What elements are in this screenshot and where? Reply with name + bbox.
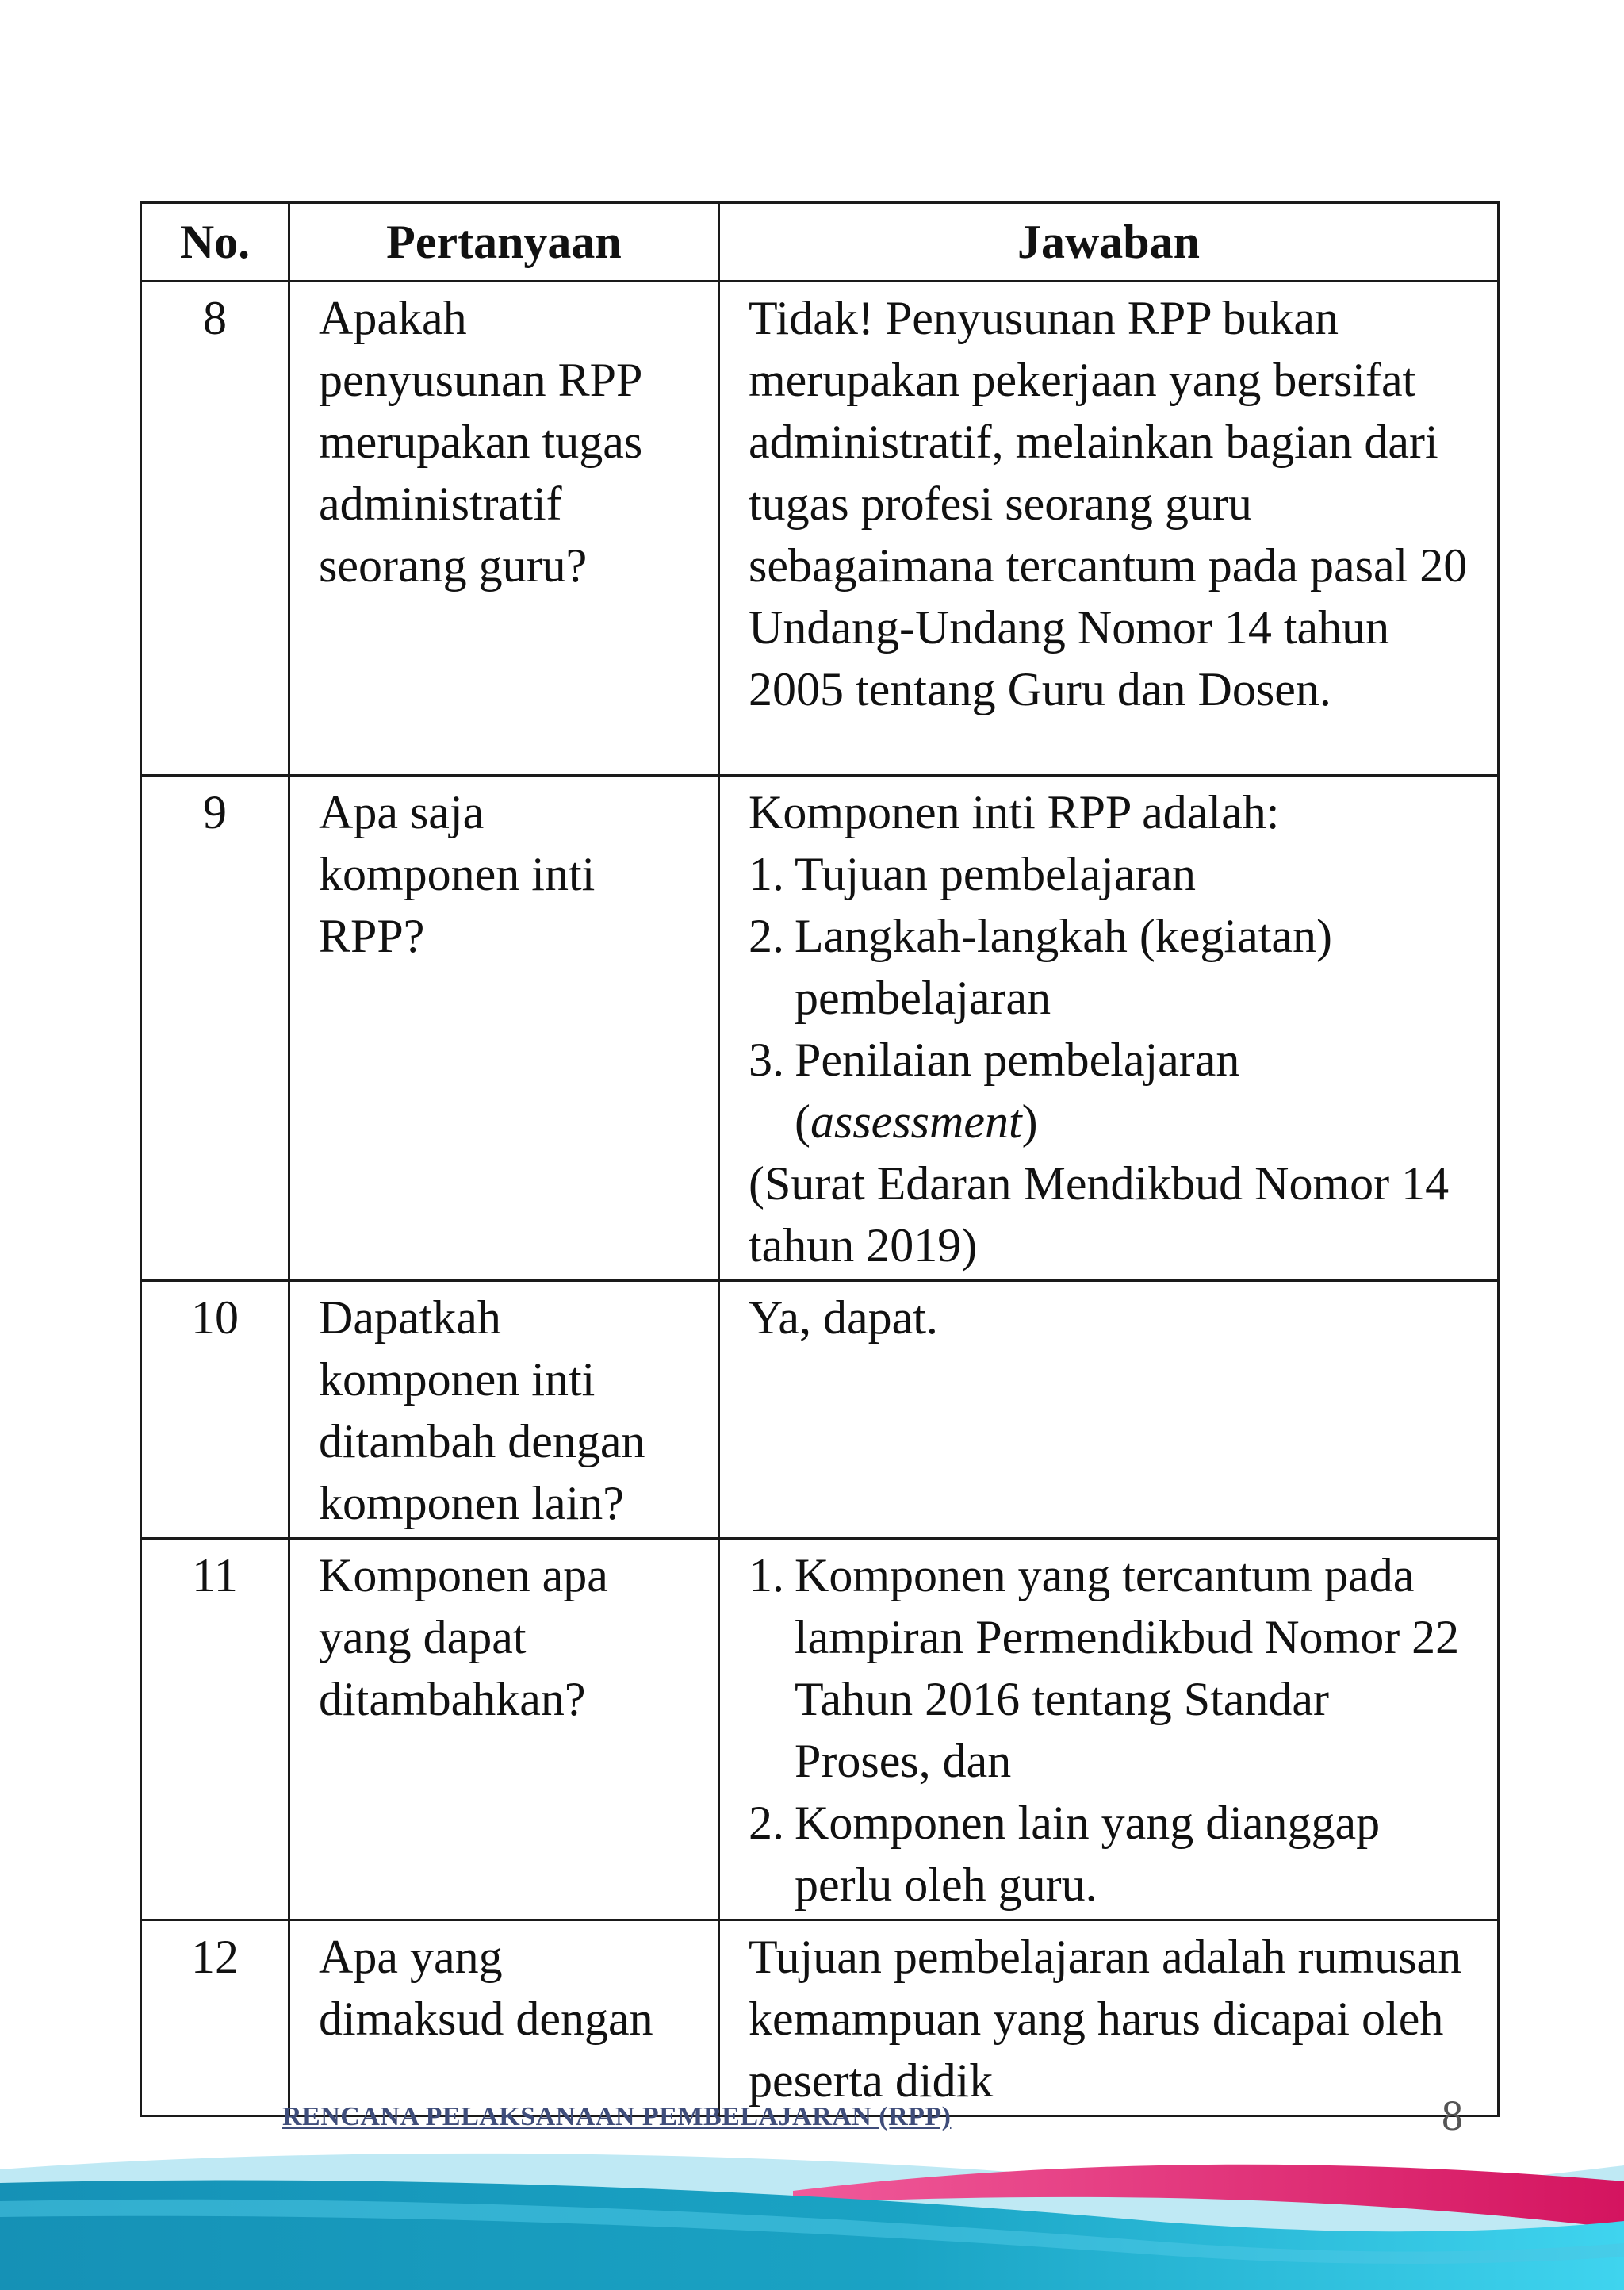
list-item bbox=[749, 843, 1472, 905]
list-item bbox=[749, 1792, 1472, 1916]
question-cell: Apa saja komponen inti RPP? bbox=[289, 776, 719, 1281]
row-number: 9 bbox=[141, 776, 289, 1281]
answer-cell: Tujuan pembelajaran adalah rumusan kemampuan yang harus dicapai oleh peserta didik bbox=[719, 1920, 1499, 2116]
answer-note: (Surat Edaran Mendikbud Nomor 14 tahun 2019) bbox=[749, 1157, 1450, 1272]
question-cell: Apakah penyusunan RPP merupakan tugas administratif seorang guru? bbox=[289, 282, 719, 776]
row-number: 8 bbox=[141, 282, 289, 776]
list-number: 2. bbox=[749, 910, 784, 962]
header-question: Pertanyaan bbox=[289, 203, 719, 282]
answer-cell: Tidak! Penyusunan RPP bukan merupakan pekerjaan yang bersifat administratif, melainkan bagian dari tugas profesi seorang guru sebagaimana tercantum pada pasal 20 Undang-Undang Nomor 14 tahun 2005 tentang Guru dan Dosen. bbox=[719, 282, 1499, 776]
answer-cell bbox=[719, 776, 1499, 1281]
list-text: Tujuan pembelajaran bbox=[795, 848, 1196, 900]
answer-intro: Komponen inti RPP adalah: bbox=[749, 786, 1280, 838]
row-number: 10 bbox=[141, 1281, 289, 1539]
list-text: Komponen yang tercantum pada lampiran Permendikbud Nomor 22 Tahun 2016 tentang Standar Proses, dan bbox=[795, 1549, 1460, 1787]
list-number: 3. bbox=[749, 1034, 784, 1086]
row-number: 11 bbox=[141, 1539, 289, 1920]
answer-list bbox=[749, 1544, 1472, 1916]
list-item bbox=[749, 1029, 1472, 1153]
list-number: 1. bbox=[749, 1549, 784, 1601]
paren-open: ( bbox=[795, 1095, 810, 1148]
qa-table bbox=[140, 201, 1500, 2117]
answer-cell bbox=[719, 1539, 1499, 1920]
header-no: No. bbox=[141, 203, 289, 282]
table-row bbox=[141, 1539, 1499, 1920]
list-item bbox=[749, 905, 1472, 1029]
answer-cell: Ya, dapat. bbox=[719, 1281, 1499, 1539]
question-cell: Apa yang dimaksud dengan bbox=[289, 1920, 719, 2116]
footer-title: RENCANA PELAKSANAAN PEMBELAJARAN (RPP) bbox=[282, 2102, 952, 2131]
paren-close: ) bbox=[1021, 1095, 1038, 1148]
table-row bbox=[141, 776, 1499, 1281]
table-row bbox=[141, 1920, 1499, 2116]
row-number: 12 bbox=[141, 1920, 289, 2116]
table-header-row bbox=[141, 203, 1499, 282]
list-number: 2. bbox=[749, 1797, 784, 1849]
list-number: 1. bbox=[749, 848, 784, 900]
list-text: Komponen lain yang dianggap perlu oleh guru. bbox=[795, 1797, 1381, 1911]
italic-term: assessment bbox=[810, 1095, 1022, 1148]
header-answer: Jawaban bbox=[719, 203, 1499, 282]
page-number: 8 bbox=[1442, 2092, 1463, 2139]
list-text: Penilaian pembelajaran bbox=[795, 1034, 1240, 1086]
table-row bbox=[141, 1281, 1499, 1539]
list-item bbox=[749, 1544, 1472, 1792]
list-text: Langkah-langkah (kegiatan) pembelajaran bbox=[795, 910, 1333, 1024]
question-cell: Dapatkah komponen inti ditambah dengan komponen lain? bbox=[289, 1281, 719, 1539]
answer-list bbox=[749, 843, 1472, 1153]
table-row bbox=[141, 282, 1499, 776]
question-cell: Komponen apa yang dapat ditambahkan? bbox=[289, 1539, 719, 1920]
